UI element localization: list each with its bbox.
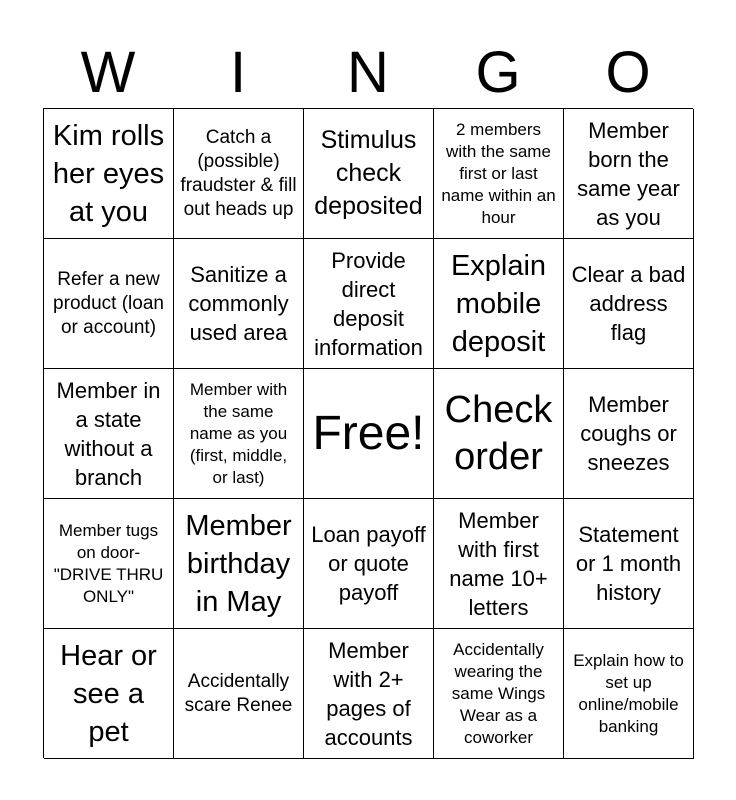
cell-text: 2 members with the same first or last name within an hour [441,119,556,227]
cell-text: Member tugs on door- "DRIVE THRU ONLY" [53,520,164,606]
cell-text: Explain how to set up online/mobile banking [573,650,684,736]
cell-text: Member in a state without a branch [56,377,161,490]
bingo-cell[interactable] [564,499,694,629]
cell-text: Refer a new product (loan or account) [53,268,164,338]
bingo-cell[interactable] [44,239,174,369]
bingo-cell[interactable] [44,369,174,499]
header-letter-g: G [475,40,521,105]
header-letter-n: N [347,40,389,105]
cell-text: Loan payoff or quote payoff [311,522,426,605]
free-space-text: Free! [312,406,425,460]
bingo-cell[interactable] [304,499,434,629]
bingo-cell[interactable] [434,499,564,629]
cell-text: Check order [444,388,553,478]
bingo-cell[interactable] [174,629,304,759]
bingo-cell[interactable] [564,239,694,369]
header-letter-i: I [229,40,247,105]
cell-text: Member birthday in May [185,509,292,618]
bingo-cell[interactable] [304,239,434,369]
header-letter-o: O [605,40,651,105]
cell-text: Member with the same name as you (first, middle, or last) [189,379,288,487]
cell-text: Kim rolls her eyes at you [52,119,165,228]
bingo-cell[interactable] [434,369,564,499]
bingo-cell[interactable] [174,239,304,369]
bingo-cell[interactable] [564,369,694,499]
bingo-cell[interactable] [304,109,434,239]
cell-text: Member coughs or sneezes [580,392,677,475]
cell-text: Explain mobile deposit [450,249,547,358]
cell-text: Clear a bad address flag [571,262,686,345]
cell-text: Accidentally wearing the same Wings Wear as a coworker [451,639,546,747]
bingo-cell[interactable] [174,369,304,499]
cell-text: Hear or see a pet [60,639,157,748]
bingo-cell[interactable] [564,629,694,759]
cell-text: Member with first name 10+ letters [449,507,548,620]
cell-text: Statement or 1 month history [575,522,682,605]
cell-text: Provide direct deposit information [314,247,423,360]
bingo-cell[interactable] [564,109,694,239]
cell-text: Member born the same year as you [577,117,680,230]
bingo-cell[interactable] [44,629,174,759]
cell-text: Sanitize a commonly used area [188,262,289,345]
bingo-cell[interactable] [44,499,174,629]
bingo-board [43,108,693,758]
bingo-cell[interactable] [174,109,304,239]
bingo-cell[interactable] [44,109,174,239]
free-space[interactable] [304,369,434,499]
bingo-cell[interactable] [434,239,564,369]
cell-text: Catch a (possible) fraudster & fill out heads up [180,126,297,220]
bingo-cell[interactable] [304,629,434,759]
cell-text: Accidentally scare Renee [184,670,293,716]
header-letter-w: W [80,40,136,105]
cell-text: Stimulus check deposited [314,126,423,220]
bingo-cell[interactable] [434,629,564,759]
bingo-header [43,38,693,108]
cell-text: Member with 2+ pages of accounts [324,637,413,750]
bingo-cell[interactable] [434,109,564,239]
bingo-cell[interactable] [174,499,304,629]
